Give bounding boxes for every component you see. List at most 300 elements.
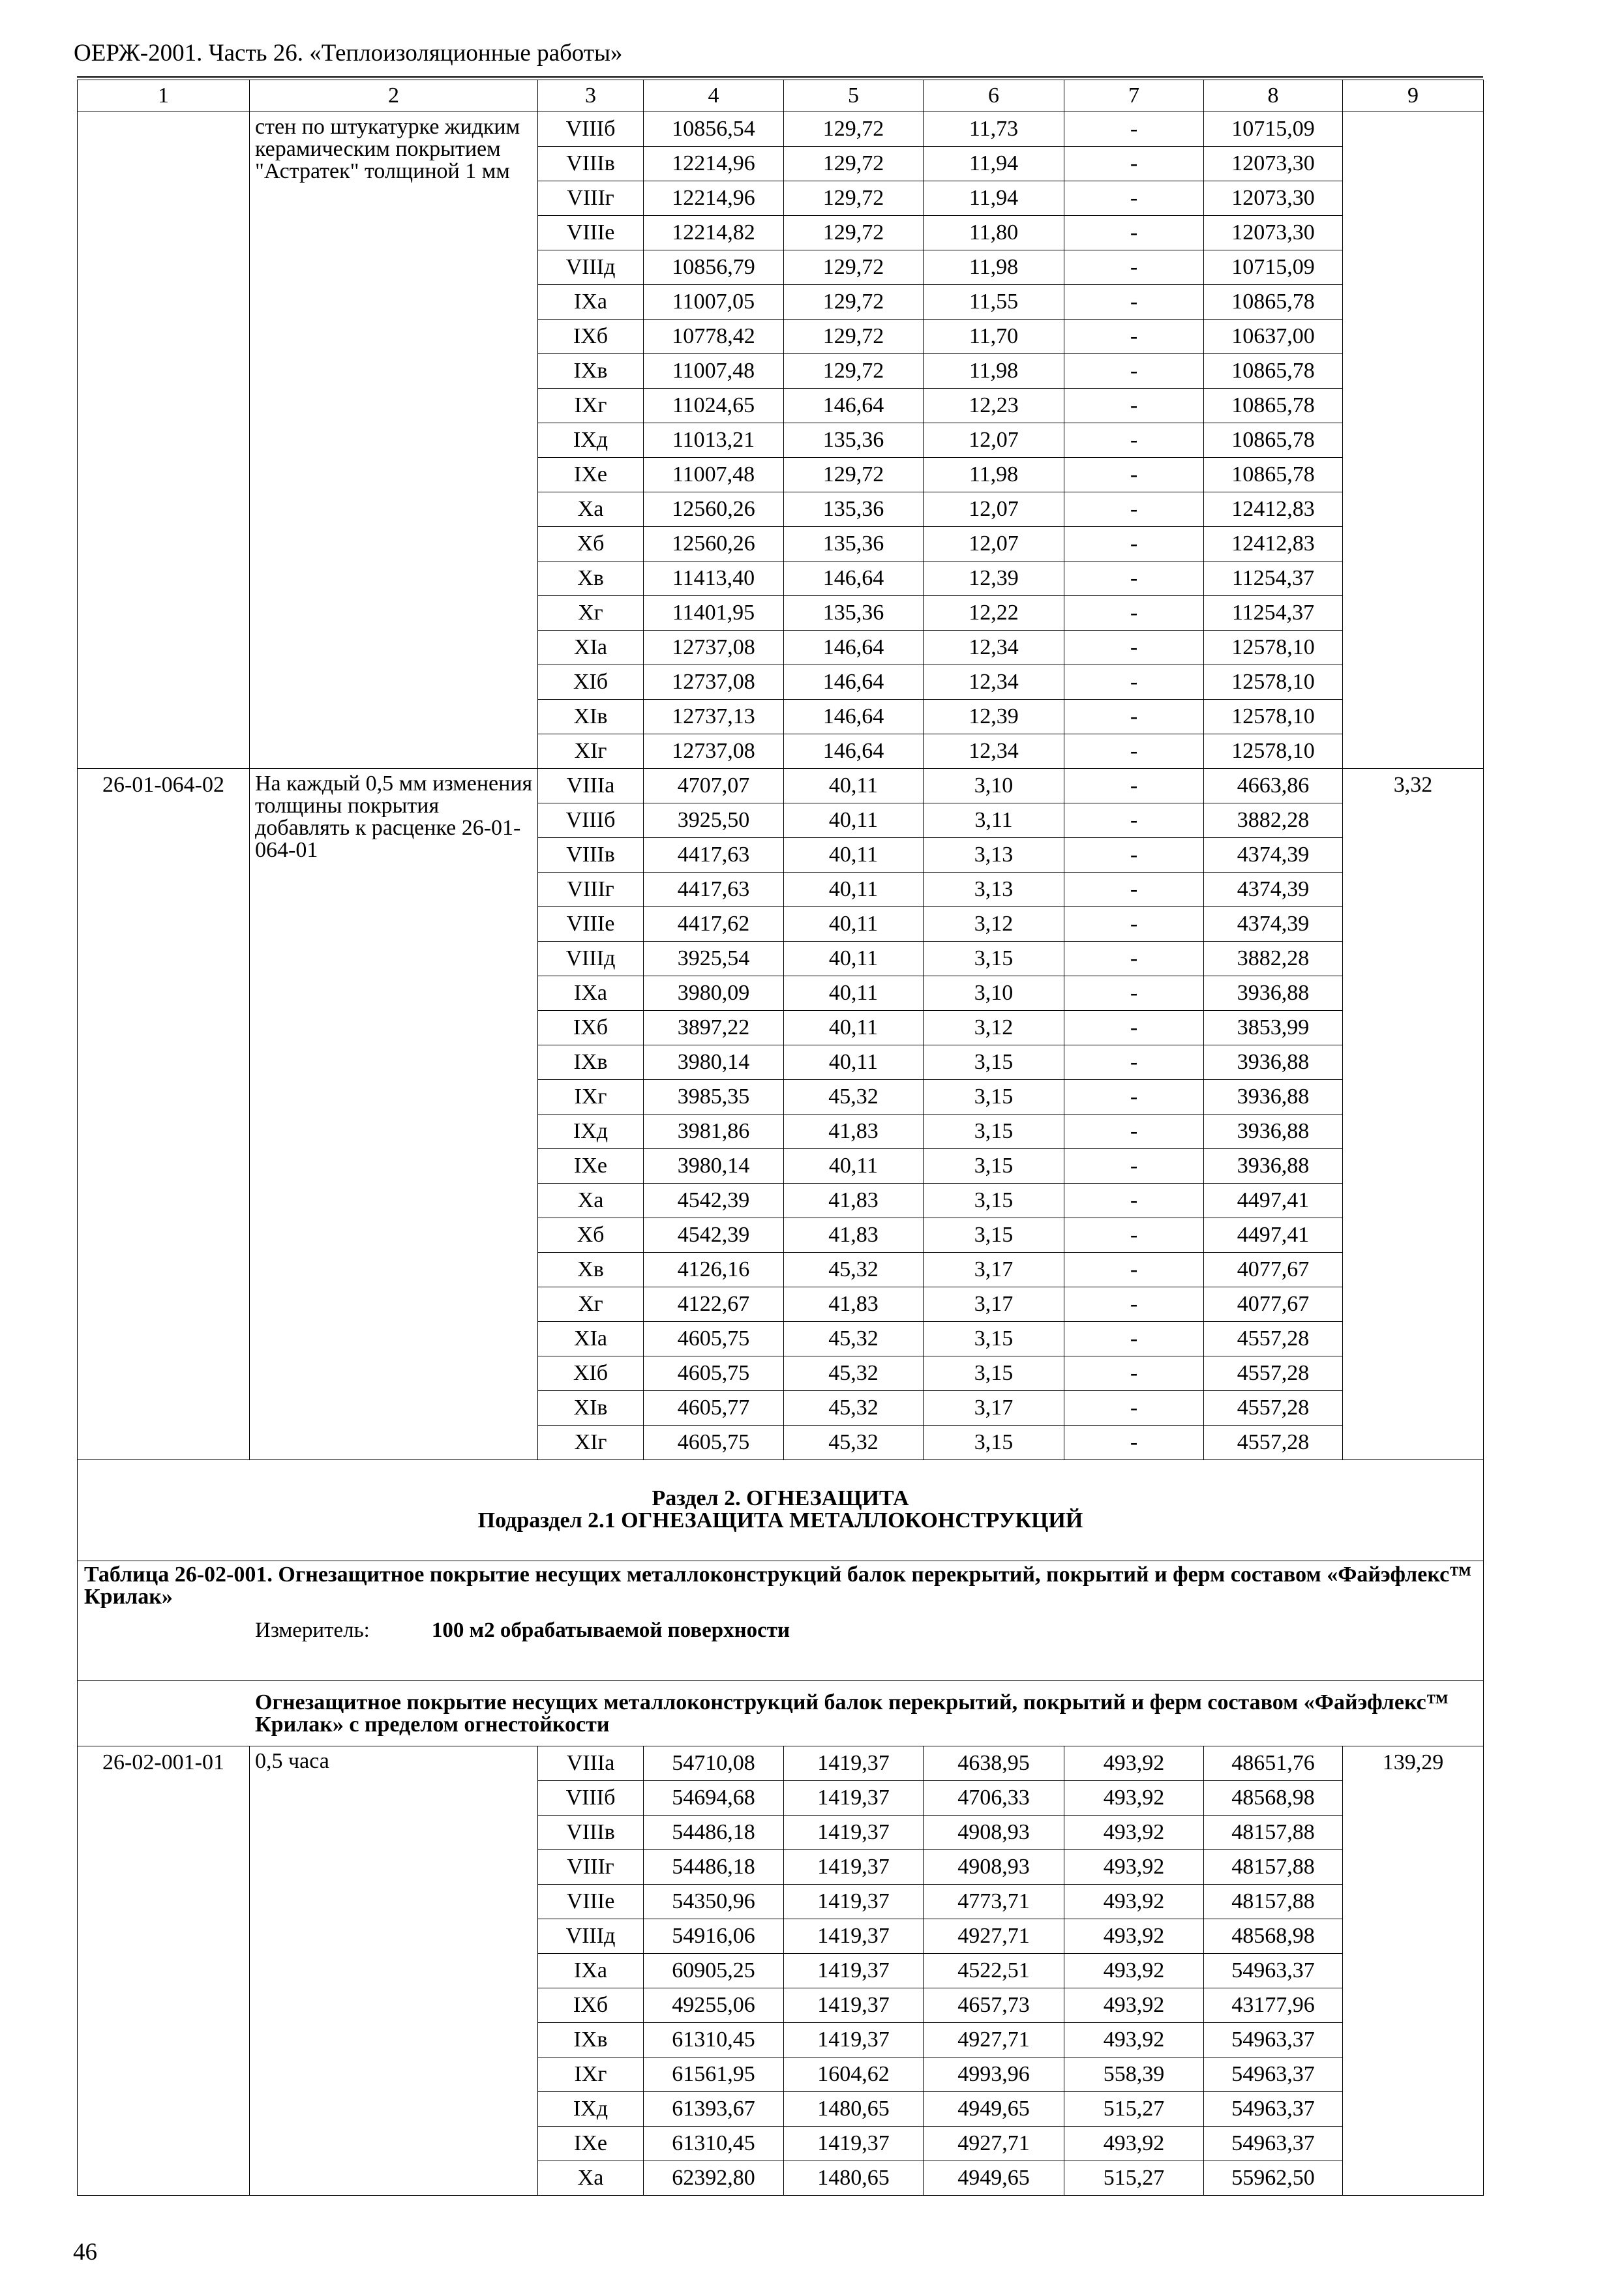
value-cell: 3,13 xyxy=(924,873,1064,907)
value-cell: 40,11 xyxy=(784,1149,924,1184)
value-cell: 11,80 xyxy=(924,216,1064,250)
value-cell: - xyxy=(1064,1045,1204,1080)
value-cell: - xyxy=(1064,838,1204,873)
value-cell: 129,72 xyxy=(784,320,924,354)
value-cell: 4908,93 xyxy=(924,1816,1064,1850)
value-cell: XIв xyxy=(538,1391,644,1426)
value-cell: 10865,78 xyxy=(1204,458,1343,492)
value-cell: 48157,88 xyxy=(1204,1885,1343,1919)
value-cell: 135,36 xyxy=(784,596,924,631)
value-cell: 1419,37 xyxy=(784,1850,924,1885)
value-cell: 4605,75 xyxy=(644,1356,784,1391)
column-number-cell: 5 xyxy=(784,80,924,112)
column-number-cell: 6 xyxy=(924,80,1064,112)
value-cell: XIа xyxy=(538,1322,644,1356)
value-cell: 12737,08 xyxy=(644,665,784,700)
value-cell: XIб xyxy=(538,665,644,700)
value-cell: - xyxy=(1064,1253,1204,1287)
value-cell: 40,11 xyxy=(784,838,924,873)
value-cell: 4374,39 xyxy=(1204,907,1343,942)
value-cell: - xyxy=(1064,942,1204,976)
value-cell: IXв xyxy=(538,354,644,389)
value-cell: 4374,39 xyxy=(1204,838,1343,873)
value-cell: - xyxy=(1064,458,1204,492)
value-cell: VIIIд xyxy=(538,1919,644,1954)
meter-value: 100 м2 обрабатываемой поверхности xyxy=(431,1619,790,1642)
value-cell: 12737,13 xyxy=(644,700,784,734)
value-cell: 1480,65 xyxy=(784,2161,924,2196)
value-cell: 129,72 xyxy=(784,250,924,285)
value-cell: 11,98 xyxy=(924,250,1064,285)
column-9-cell xyxy=(1343,112,1484,769)
value-cell: Xв xyxy=(538,1253,644,1287)
value-cell: - xyxy=(1064,389,1204,423)
value-cell: 12,39 xyxy=(924,561,1064,596)
value-cell: 48157,88 xyxy=(1204,1850,1343,1885)
value-cell: 3980,09 xyxy=(644,976,784,1011)
column-number-cell: 1 xyxy=(78,80,250,112)
value-cell: 515,27 xyxy=(1064,2161,1204,2196)
value-cell: VIIIд xyxy=(538,250,644,285)
subsection-title: Подраздел 2.1 ОГНЕЗАЩИТА МЕТАЛЛОКОНСТРУКЦИЙ xyxy=(477,1508,1083,1533)
value-cell: VIIIд xyxy=(538,942,644,976)
value-cell: Xг xyxy=(538,1287,644,1322)
value-cell: XIа xyxy=(538,631,644,665)
value-cell: 3882,28 xyxy=(1204,942,1343,976)
value-cell: 3897,22 xyxy=(644,1011,784,1045)
value-cell: XIг xyxy=(538,734,644,769)
value-cell: 12578,10 xyxy=(1204,665,1343,700)
value-cell: 12214,82 xyxy=(644,216,784,250)
value-cell: 3,15 xyxy=(924,1218,1064,1253)
value-cell: 4657,73 xyxy=(924,1988,1064,2023)
value-cell: - xyxy=(1064,907,1204,942)
page-number: 46 xyxy=(73,2239,97,2266)
value-cell: 12,23 xyxy=(924,389,1064,423)
value-cell: 1419,37 xyxy=(784,1746,924,1781)
value-cell: 4077,67 xyxy=(1204,1253,1343,1287)
value-cell: VIIIв xyxy=(538,147,644,181)
value-cell: 4557,28 xyxy=(1204,1322,1343,1356)
value-cell: - xyxy=(1064,423,1204,458)
value-cell: 11007,05 xyxy=(644,285,784,320)
value-cell: 4927,71 xyxy=(924,2127,1064,2161)
value-cell: 493,92 xyxy=(1064,1746,1204,1781)
rate-code-cell: 26-02-001-01 xyxy=(78,1746,250,2196)
value-cell: 146,64 xyxy=(784,389,924,423)
value-cell: VIIIв xyxy=(538,1816,644,1850)
value-cell: 12214,96 xyxy=(644,181,784,216)
value-cell: 12,07 xyxy=(924,527,1064,561)
value-cell: - xyxy=(1064,492,1204,527)
value-cell: IXб xyxy=(538,1988,644,2023)
value-cell: IXе xyxy=(538,458,644,492)
value-cell: 61310,45 xyxy=(644,2127,784,2161)
value-cell: IXе xyxy=(538,2127,644,2161)
value-cell: - xyxy=(1064,769,1204,803)
value-cell: - xyxy=(1064,803,1204,838)
column-number-cell: 9 xyxy=(1343,80,1484,112)
value-cell: 146,64 xyxy=(784,561,924,596)
table-title-text: Таблица 26-02-001. Огнезащитное покрытие несущих металлоконструкций балок перекрытий, покрытий и ферм составом «Файэфлекс™ Крилак» xyxy=(84,1563,1472,1609)
value-cell: - xyxy=(1064,976,1204,1011)
value-cell: - xyxy=(1064,250,1204,285)
value-cell: Xа xyxy=(538,1184,644,1218)
value-cell: - xyxy=(1064,1356,1204,1391)
value-cell: 4993,96 xyxy=(924,2057,1064,2092)
value-cell: 12737,08 xyxy=(644,734,784,769)
value-cell: - xyxy=(1064,181,1204,216)
value-cell: - xyxy=(1064,1011,1204,1045)
value-cell: VIIIа xyxy=(538,1746,644,1781)
value-cell: 62392,80 xyxy=(644,2161,784,2196)
value-cell: 3,15 xyxy=(924,1426,1064,1460)
value-cell: VIIIе xyxy=(538,1885,644,1919)
value-cell: IXг xyxy=(538,1080,644,1115)
value-cell: 135,36 xyxy=(784,423,924,458)
value-cell: 12214,96 xyxy=(644,147,784,181)
value-cell: 12412,83 xyxy=(1204,492,1343,527)
value-cell: 4374,39 xyxy=(1204,873,1343,907)
value-cell: 11,73 xyxy=(924,112,1064,147)
value-cell: IXд xyxy=(538,1115,644,1149)
value-cell: 40,11 xyxy=(784,803,924,838)
value-cell: 3,15 xyxy=(924,1322,1064,1356)
value-cell: IXд xyxy=(538,423,644,458)
value-cell: IXд xyxy=(538,2092,644,2127)
value-cell: 40,11 xyxy=(784,769,924,803)
value-cell: IXв xyxy=(538,1045,644,1080)
value-cell: - xyxy=(1064,873,1204,907)
value-cell: 12,22 xyxy=(924,596,1064,631)
value-cell: 48568,98 xyxy=(1204,1919,1343,1954)
value-cell: 4663,86 xyxy=(1204,769,1343,803)
value-cell: 129,72 xyxy=(784,458,924,492)
meter-line xyxy=(84,1620,1477,1641)
value-cell: 3853,99 xyxy=(1204,1011,1343,1045)
value-cell: - xyxy=(1064,1115,1204,1149)
value-cell: 4557,28 xyxy=(1204,1356,1343,1391)
value-cell: 41,83 xyxy=(784,1115,924,1149)
value-cell: 3,13 xyxy=(924,838,1064,873)
value-cell: 12560,26 xyxy=(644,492,784,527)
value-cell: 4557,28 xyxy=(1204,1426,1343,1460)
value-cell: 3,17 xyxy=(924,1253,1064,1287)
value-cell: - xyxy=(1064,665,1204,700)
value-cell: 1419,37 xyxy=(784,1954,924,1988)
column-number-cell: 8 xyxy=(1204,80,1343,112)
value-cell: 3980,14 xyxy=(644,1045,784,1080)
value-cell: VIIIв xyxy=(538,838,644,873)
value-cell: IXг xyxy=(538,389,644,423)
value-cell: 3,15 xyxy=(924,1356,1064,1391)
value-cell: - xyxy=(1064,1184,1204,1218)
value-cell: 4417,63 xyxy=(644,873,784,907)
value-cell: 3936,88 xyxy=(1204,1045,1343,1080)
value-cell: - xyxy=(1064,147,1204,181)
value-cell: 4949,65 xyxy=(924,2092,1064,2127)
value-cell: 40,11 xyxy=(784,976,924,1011)
value-cell: 4542,39 xyxy=(644,1184,784,1218)
value-cell: 4417,62 xyxy=(644,907,784,942)
value-cell: 48651,76 xyxy=(1204,1746,1343,1781)
value-cell: 3882,28 xyxy=(1204,803,1343,838)
value-cell: 54710,08 xyxy=(644,1746,784,1781)
value-cell: 4908,93 xyxy=(924,1850,1064,1885)
value-cell: - xyxy=(1064,1287,1204,1322)
rate-code-cell xyxy=(78,112,250,769)
value-cell: 40,11 xyxy=(784,942,924,976)
value-cell: 10865,78 xyxy=(1204,285,1343,320)
value-cell: Xа xyxy=(538,492,644,527)
value-cell: 4707,07 xyxy=(644,769,784,803)
value-cell: 40,11 xyxy=(784,873,924,907)
column-number-row xyxy=(78,80,1484,112)
value-cell: 10865,78 xyxy=(1204,389,1343,423)
value-cell: 1419,37 xyxy=(784,1885,924,1919)
value-cell: Xб xyxy=(538,1218,644,1253)
value-cell: IXа xyxy=(538,285,644,320)
value-cell: 12073,30 xyxy=(1204,181,1343,216)
value-cell: - xyxy=(1064,1426,1204,1460)
value-cell: 493,92 xyxy=(1064,1954,1204,1988)
value-cell: VIIIг xyxy=(538,873,644,907)
value-cell: 1604,62 xyxy=(784,2057,924,2092)
value-cell: 4542,39 xyxy=(644,1218,784,1253)
value-cell: 3,15 xyxy=(924,1149,1064,1184)
value-cell: 11254,37 xyxy=(1204,596,1343,631)
value-cell: 48157,88 xyxy=(1204,1816,1343,1850)
value-cell: 1419,37 xyxy=(784,1781,924,1816)
value-cell: VIIIб xyxy=(538,1781,644,1816)
value-cell: IXа xyxy=(538,1954,644,1988)
value-cell: 12,34 xyxy=(924,734,1064,769)
value-cell: 135,36 xyxy=(784,492,924,527)
value-cell: 54486,18 xyxy=(644,1816,784,1850)
value-cell: 40,11 xyxy=(784,1045,924,1080)
value-cell: 4497,41 xyxy=(1204,1218,1343,1253)
subheading-row xyxy=(78,1681,1484,1746)
value-cell: 129,72 xyxy=(784,147,924,181)
value-cell: - xyxy=(1064,1149,1204,1184)
description-cell: На каждый 0,5 мм изменения толщины покрытия добавлять к расценке 26-01-064-01 xyxy=(250,769,538,1460)
value-cell: 4557,28 xyxy=(1204,1391,1343,1426)
value-cell: 11401,95 xyxy=(644,596,784,631)
value-cell: 10778,42 xyxy=(644,320,784,354)
value-cell: 146,64 xyxy=(784,631,924,665)
value-cell: 1419,37 xyxy=(784,2023,924,2057)
value-cell: IXа xyxy=(538,976,644,1011)
value-cell: 146,64 xyxy=(784,734,924,769)
running-header: ОЕРЖ-2001. Часть 26. «Теплоизоляционные работы» xyxy=(74,40,623,67)
value-cell: 129,72 xyxy=(784,216,924,250)
value-cell: 129,72 xyxy=(784,112,924,147)
value-cell: 3,17 xyxy=(924,1287,1064,1322)
value-cell: 12578,10 xyxy=(1204,631,1343,665)
value-cell: 43177,96 xyxy=(1204,1988,1343,2023)
section-title: Раздел 2. ОГНЕЗАЩИТА xyxy=(652,1486,909,1510)
value-cell: Xв xyxy=(538,561,644,596)
value-cell: 10715,09 xyxy=(1204,250,1343,285)
value-cell: 3936,88 xyxy=(1204,1149,1343,1184)
value-cell: 10856,54 xyxy=(644,112,784,147)
value-cell: XIг xyxy=(538,1426,644,1460)
value-cell: 54963,37 xyxy=(1204,2092,1343,2127)
value-cell: Xг xyxy=(538,596,644,631)
value-cell: 12737,08 xyxy=(644,631,784,665)
value-cell: - xyxy=(1064,561,1204,596)
value-cell: 11413,40 xyxy=(644,561,784,596)
value-cell: 54963,37 xyxy=(1204,2127,1343,2161)
value-cell: 60905,25 xyxy=(644,1954,784,1988)
value-cell: XIб xyxy=(538,1356,644,1391)
value-cell: 54916,06 xyxy=(644,1919,784,1954)
value-cell: 45,32 xyxy=(784,1253,924,1287)
table-row xyxy=(78,1746,1484,1781)
value-cell: 129,72 xyxy=(784,181,924,216)
value-cell: 4122,67 xyxy=(644,1287,784,1322)
value-cell: 11007,48 xyxy=(644,458,784,492)
value-cell: 12,39 xyxy=(924,700,1064,734)
value-cell: 12578,10 xyxy=(1204,734,1343,769)
value-cell: - xyxy=(1064,700,1204,734)
value-cell: 493,92 xyxy=(1064,1850,1204,1885)
value-cell: 129,72 xyxy=(784,354,924,389)
value-cell: 11,70 xyxy=(924,320,1064,354)
value-cell: 4927,71 xyxy=(924,1919,1064,1954)
value-cell: 1419,37 xyxy=(784,1988,924,2023)
table-title xyxy=(78,1561,1484,1681)
value-cell: - xyxy=(1064,354,1204,389)
value-cell: VIIIа xyxy=(538,769,644,803)
value-cell: 4126,16 xyxy=(644,1253,784,1287)
value-cell: 4522,51 xyxy=(924,1954,1064,1988)
column-number-cell: 7 xyxy=(1064,80,1204,112)
value-cell: - xyxy=(1064,527,1204,561)
value-cell: 3985,35 xyxy=(644,1080,784,1115)
table-title-row xyxy=(78,1561,1484,1681)
value-cell: Xа xyxy=(538,2161,644,2196)
value-cell: 3,12 xyxy=(924,907,1064,942)
value-cell: 4077,67 xyxy=(1204,1287,1343,1322)
value-cell: 11,98 xyxy=(924,458,1064,492)
value-cell: 54486,18 xyxy=(644,1850,784,1885)
value-cell: 49255,06 xyxy=(644,1988,784,2023)
value-cell: 3,15 xyxy=(924,942,1064,976)
value-cell: 3,10 xyxy=(924,769,1064,803)
value-cell: 4706,33 xyxy=(924,1781,1064,1816)
value-cell: 3,15 xyxy=(924,1080,1064,1115)
value-cell: 12,34 xyxy=(924,665,1064,700)
value-cell: IXг xyxy=(538,2057,644,2092)
value-cell: 61393,67 xyxy=(644,2092,784,2127)
value-cell: 11007,48 xyxy=(644,354,784,389)
value-cell: 515,27 xyxy=(1064,2092,1204,2127)
value-cell: 146,64 xyxy=(784,700,924,734)
column-number-cell: 2 xyxy=(250,80,538,112)
value-cell: - xyxy=(1064,320,1204,354)
value-cell: 3,15 xyxy=(924,1184,1064,1218)
value-cell: 41,83 xyxy=(784,1218,924,1253)
value-cell: 40,11 xyxy=(784,1011,924,1045)
value-cell: - xyxy=(1064,734,1204,769)
value-cell: 45,32 xyxy=(784,1356,924,1391)
value-cell: IXб xyxy=(538,320,644,354)
value-cell: 12,07 xyxy=(924,423,1064,458)
value-cell: 10865,78 xyxy=(1204,423,1343,458)
value-cell: 11024,65 xyxy=(644,389,784,423)
value-cell: 129,72 xyxy=(784,285,924,320)
value-cell: 3925,50 xyxy=(644,803,784,838)
value-cell: VIIIг xyxy=(538,1850,644,1885)
value-cell: 11254,37 xyxy=(1204,561,1343,596)
value-cell: 3936,88 xyxy=(1204,1115,1343,1149)
value-cell: VIIIе xyxy=(538,216,644,250)
value-cell: 4605,75 xyxy=(644,1426,784,1460)
value-cell: 1419,37 xyxy=(784,1816,924,1850)
value-cell: 3936,88 xyxy=(1204,976,1343,1011)
value-cell: 10637,00 xyxy=(1204,320,1343,354)
value-cell: 3,15 xyxy=(924,1045,1064,1080)
value-cell: - xyxy=(1064,1391,1204,1426)
value-cell: Xб xyxy=(538,527,644,561)
table-row xyxy=(78,769,1484,803)
column-number-cell: 4 xyxy=(644,80,784,112)
value-cell: 3981,86 xyxy=(644,1115,784,1149)
value-cell: 10856,79 xyxy=(644,250,784,285)
value-cell: 3,12 xyxy=(924,1011,1064,1045)
value-cell: VIIIг xyxy=(538,181,644,216)
value-cell: 11,55 xyxy=(924,285,1064,320)
value-cell: 4927,71 xyxy=(924,2023,1064,2057)
value-cell: - xyxy=(1064,1080,1204,1115)
value-cell: 45,32 xyxy=(784,1426,924,1460)
value-cell: 1419,37 xyxy=(784,1919,924,1954)
value-cell: 146,64 xyxy=(784,665,924,700)
value-cell: 1419,37 xyxy=(784,2127,924,2161)
value-cell: 45,32 xyxy=(784,1080,924,1115)
value-cell: IXе xyxy=(538,1149,644,1184)
value-cell: 493,92 xyxy=(1064,1919,1204,1954)
section-heading-row xyxy=(78,1460,1484,1561)
value-cell: 12073,30 xyxy=(1204,147,1343,181)
value-cell: XIв xyxy=(538,700,644,734)
value-cell: 11,98 xyxy=(924,354,1064,389)
value-cell: 45,32 xyxy=(784,1391,924,1426)
value-cell: 12578,10 xyxy=(1204,700,1343,734)
value-cell: 4605,77 xyxy=(644,1391,784,1426)
value-cell: 4605,75 xyxy=(644,1322,784,1356)
value-cell: - xyxy=(1064,1218,1204,1253)
rates-table xyxy=(77,80,1484,2196)
value-cell: 493,92 xyxy=(1064,2023,1204,2057)
value-cell: 493,92 xyxy=(1064,2127,1204,2161)
value-cell: 12,07 xyxy=(924,492,1064,527)
value-cell: 135,36 xyxy=(784,527,924,561)
value-cell: 10865,78 xyxy=(1204,354,1343,389)
value-cell: 10715,09 xyxy=(1204,112,1343,147)
value-cell: IXб xyxy=(538,1011,644,1045)
value-cell: - xyxy=(1064,112,1204,147)
value-cell: 4949,65 xyxy=(924,2161,1064,2196)
value-cell: 1480,65 xyxy=(784,2092,924,2127)
value-cell: - xyxy=(1064,631,1204,665)
value-cell: 3,10 xyxy=(924,976,1064,1011)
value-cell: 4638,95 xyxy=(924,1746,1064,1781)
value-cell: VIIIб xyxy=(538,112,644,147)
value-cell: 12,34 xyxy=(924,631,1064,665)
column-9-cell: 3,32 xyxy=(1343,769,1484,1460)
